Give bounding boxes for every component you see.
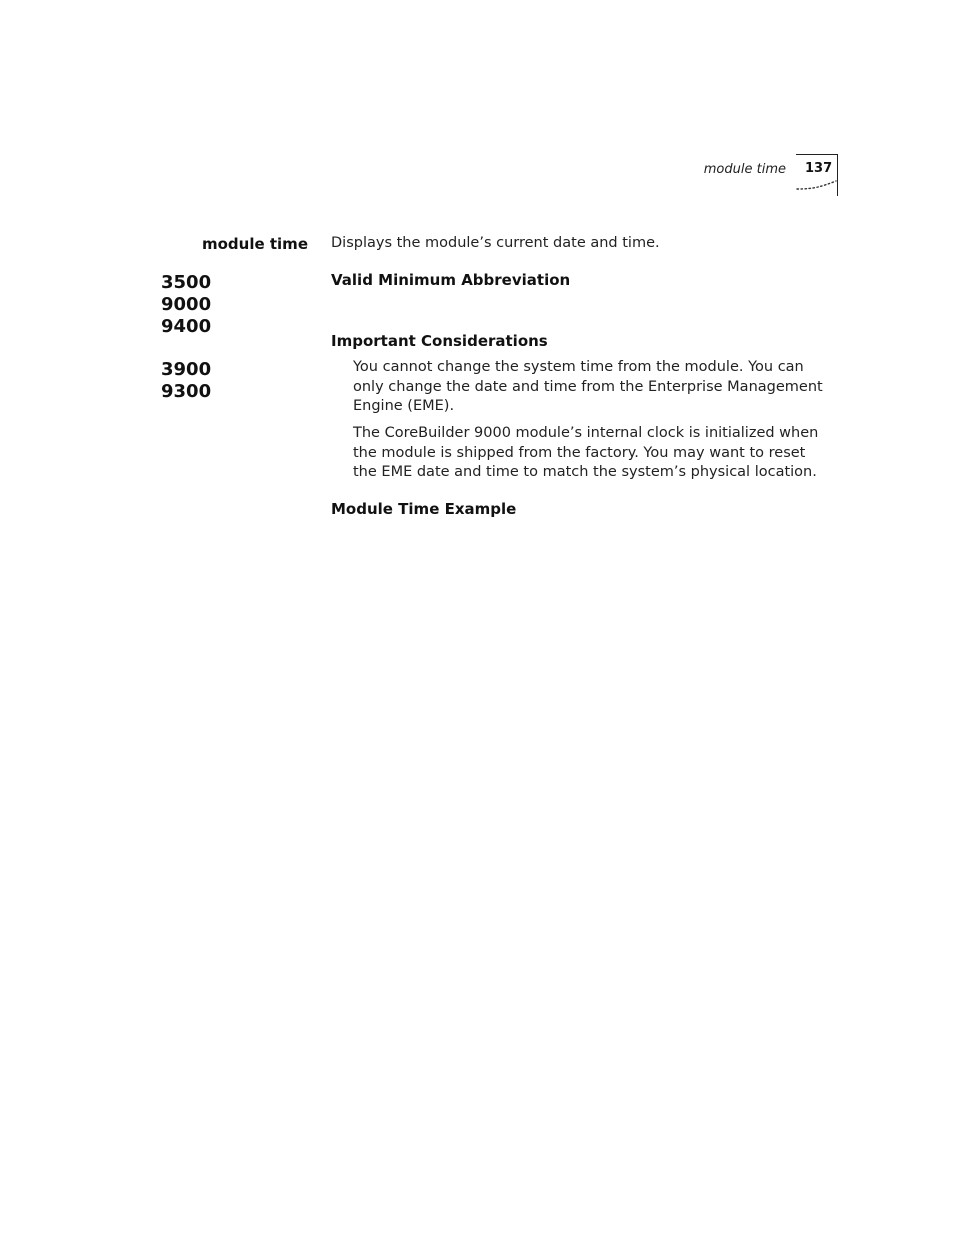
considerations-paragraph: The CoreBuilder 9000 module’s internal clock is initialized when the module is shipped from the factory. You may want to reset the EME date and time to match the system’s physical location. [353, 425, 819, 480]
command-name: module time [201, 235, 308, 253]
considerations-paragraph: You cannot change the system time from the module. You can only change the date and time from the Enterprise Management Engine (EME). [353, 359, 823, 414]
platform-number: 3900 [161, 359, 212, 380]
running-header-title: module time [703, 162, 786, 177]
platform-number: 9000 [161, 294, 212, 315]
platform-number: 3500 [161, 272, 212, 293]
example-heading: Module Time Example [331, 500, 517, 518]
valid-abbreviation-heading: Valid Minimum Abbreviation [331, 271, 571, 289]
important-considerations-heading: Important Considerations [331, 332, 548, 350]
command-description: Displays the module’s current date and time. [331, 235, 660, 251]
platform-number: 9400 [161, 316, 212, 337]
platform-number: 9300 [161, 381, 212, 402]
page-number: 137 [805, 161, 833, 176]
header-dotted-curve [796, 180, 840, 192]
platform-list [161, 272, 211, 403]
